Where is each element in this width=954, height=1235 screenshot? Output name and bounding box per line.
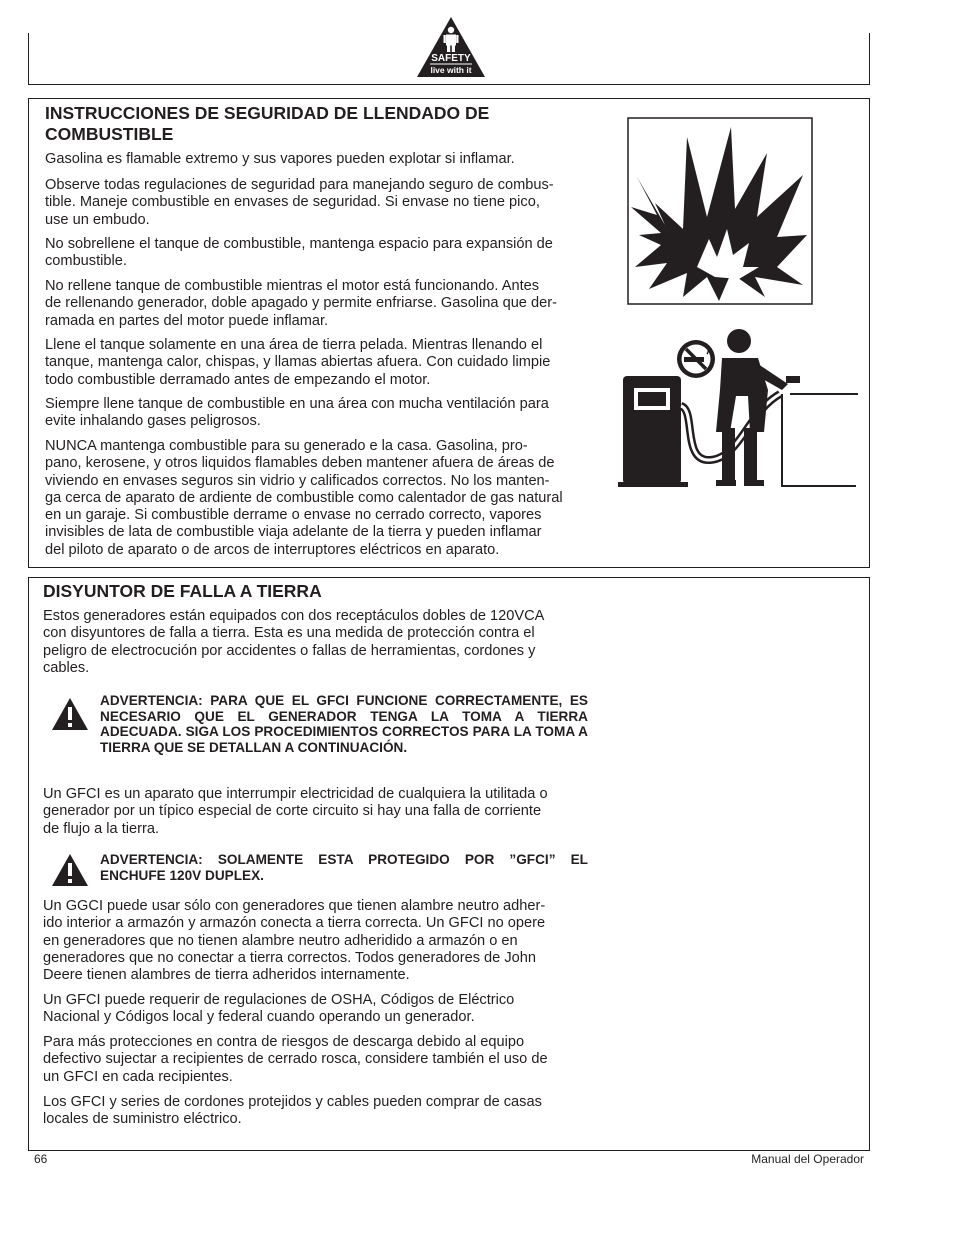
fuel-safety-title [45, 103, 605, 145]
fuel-paragraph-2 [45, 177, 605, 229]
paragraph-line: Estos generadores están equipados con dos receptáculos dobles de 120VCA [43, 608, 545, 624]
paragraph-line: cables. [43, 659, 90, 676]
page-number: 66 [34, 1152, 48, 1166]
fueling-person-icon [618, 328, 862, 490]
paragraph-line: defectivo sujectar a recipientes de cerrado rosca, considere también el uso de [43, 1051, 548, 1068]
paragraph-line: un GFCI en cada recipientes. [43, 1068, 233, 1085]
paragraph-line: ramada en partes del motor puede inflamar. [45, 312, 329, 329]
fuel-safety-title-line: INSTRUCCIONES DE SEGURIDAD DE LLENDADO DE [45, 103, 490, 123]
safety-logo-top-text: SAFETY [431, 53, 471, 64]
paragraph-line: invisibles de lata de combustible viaja adelante de la tierra y pueden inflamar [45, 524, 542, 541]
paragraph-line: tanque, mantenga calor, chispas, y llamas abiertas afuera. Con cuidado limpie [45, 354, 551, 371]
manual-title: Manual del Operador [751, 1152, 864, 1166]
paragraph-line: Un GFCI es un aparato que interrumpir electricidad de cualquiera la utilitada o [43, 786, 548, 802]
paragraph-line: ga cerca de aparato de ardiente de combustible como calentador de gas natural [45, 489, 563, 506]
no-smoking-icon [676, 340, 716, 380]
paragraph-line: Gasolina es flamable extremo y sus vapores pueden explotar si inflamar. [45, 151, 515, 167]
paragraph-line: ido interior a armazón y armazón conecta a tierra correcta. Un GFCI no opere [43, 915, 546, 932]
gfci-paragraph-6 [43, 1094, 603, 1129]
paragraph-line: peligro de electrocución por accidentes o fallas de herramientas, cordones y [43, 642, 536, 659]
paragraph-line: combustible. [45, 253, 127, 270]
paragraph-line: Siempre llene tanque de combustible en una área con mucha ventilación para [45, 396, 549, 412]
paragraph-line: generadores que no conectar a tierra correctos. Todos generadores de John [43, 949, 536, 966]
paragraph-line: Nacional y Códigos local y federal cuando operando un generador. [43, 1009, 475, 1026]
gfci-paragraph-3 [43, 898, 603, 984]
paragraph-line: use un embudo. [45, 211, 150, 228]
paragraph-line: en un garaje. Si combustible derrame o envase no cerrado correcto, vapores [45, 507, 542, 524]
gfci-paragraph-5 [43, 1034, 603, 1086]
paragraph-line: Los GFCI y series de cordones protejidos y cables pueden comprar de casas [43, 1094, 542, 1110]
warning-triangle-icon [51, 697, 89, 731]
safety-logo-icon [416, 16, 486, 79]
gfci-paragraph-4 [43, 992, 603, 1027]
paragraph-line: NUNCA mantenga combustible para su generado e la casa. Gasolina, pro- [45, 438, 528, 454]
paragraph-line: Para más protecciones en contra de riesgos de descarga debido al equipo [43, 1034, 525, 1050]
fuel-safety-title-line: COMBUSTIBLE [45, 124, 174, 144]
paragraph-line: del piloto de aparato o de arcos de interruptores eléctricos en aparato. [45, 541, 500, 558]
fuel-paragraph-3 [45, 236, 605, 271]
gfci-paragraph-1 [43, 608, 603, 677]
paragraph-line: No sobrellene el tanque de combustible, mantenga espacio para expansión de [45, 236, 553, 252]
fuel-paragraph-7 [45, 438, 605, 559]
gfci-warning-1: ADVERTENCIA: PARA QUE EL GFCI FUNCIONE CORRECTAMENTE, ES NECESARIO QUE EL GENERADOR TENGA LA TOMA A TIERRA ADECUADA. SIGA LOS PROCEDIMIENTOS CORRECTOS PARA LA TOMA A TIERRA QUE SE DETALLAN A CONTINUACIÓN. [100, 693, 588, 755]
fuel-paragraph-6 [45, 396, 605, 431]
warning-triangle-icon [51, 853, 89, 887]
paragraph-line: todo combustible derramado antes de empezando el motor. [45, 371, 431, 388]
paragraph-line: locales de suministro eléctrico. [43, 1111, 242, 1128]
paragraph-line: Observe todas regulaciones de seguridad para manejando seguro de combus- [45, 177, 554, 193]
gfci-title: DISYUNTOR DE FALLA A TIERRA [43, 581, 322, 601]
safety-logo-bottom-text: live with it [430, 65, 472, 75]
paragraph-line: pano, kerosene, y otros liquidos flamables deben mantener afuera de áreas de [45, 455, 555, 472]
paragraph-line: viviendo en envases seguros sin vidrio y calificados correctos. No los manten- [45, 472, 550, 489]
gfci-paragraph-2 [43, 786, 603, 838]
paragraph-line: Llene el tanque solamente en una área de tierra pelada. Mientras llenando el [45, 337, 543, 353]
fuel-paragraph-4 [45, 278, 605, 330]
fuel-paragraph-5 [45, 337, 605, 389]
paragraph-line: en generadores que no tienen alambre neutro adheridido a armazón o en [43, 932, 518, 949]
paragraph-line: No rellene tanque de combustible mientras el motor está funcionando. Antes [45, 278, 540, 294]
paragraph-line: de flujo a la tierra. [43, 820, 160, 837]
paragraph-line: Un GFCI puede requerir de regulaciones de OSHA, Códigos de Eléctrico [43, 992, 515, 1008]
paragraph-line: Un GGCI puede usar sólo con generadores que tienen alambre neutro adher- [43, 898, 546, 914]
paragraph-line: de rellenando generador, doble apagado y permite enfriarse. Gasolina que der- [45, 295, 557, 312]
paragraph-line: Deere tienen alambres de tierra adheridos internamente. [43, 967, 410, 984]
paragraph-line: generador por un típico especial de corte circuito si hay una falla de corriente [43, 803, 542, 820]
gfci-warning-2: ADVERTENCIA: SOLAMENTE ESTA PROTEGIDO POR ”GFCI” EL ENCHUFE 120V DUPLEX. [100, 852, 588, 883]
paragraph-line: evite inhalando gases peligrosos. [45, 413, 261, 430]
paragraph-line: tible. Maneje combustible en envases de seguridad. Si envase no tiene pico, [45, 194, 540, 211]
fuel-paragraph-1 [45, 151, 605, 168]
paragraph-line: con disyuntores de falla a tierra. Esta es una medida de protección contra el [43, 625, 535, 642]
explosion-icon [627, 117, 813, 305]
